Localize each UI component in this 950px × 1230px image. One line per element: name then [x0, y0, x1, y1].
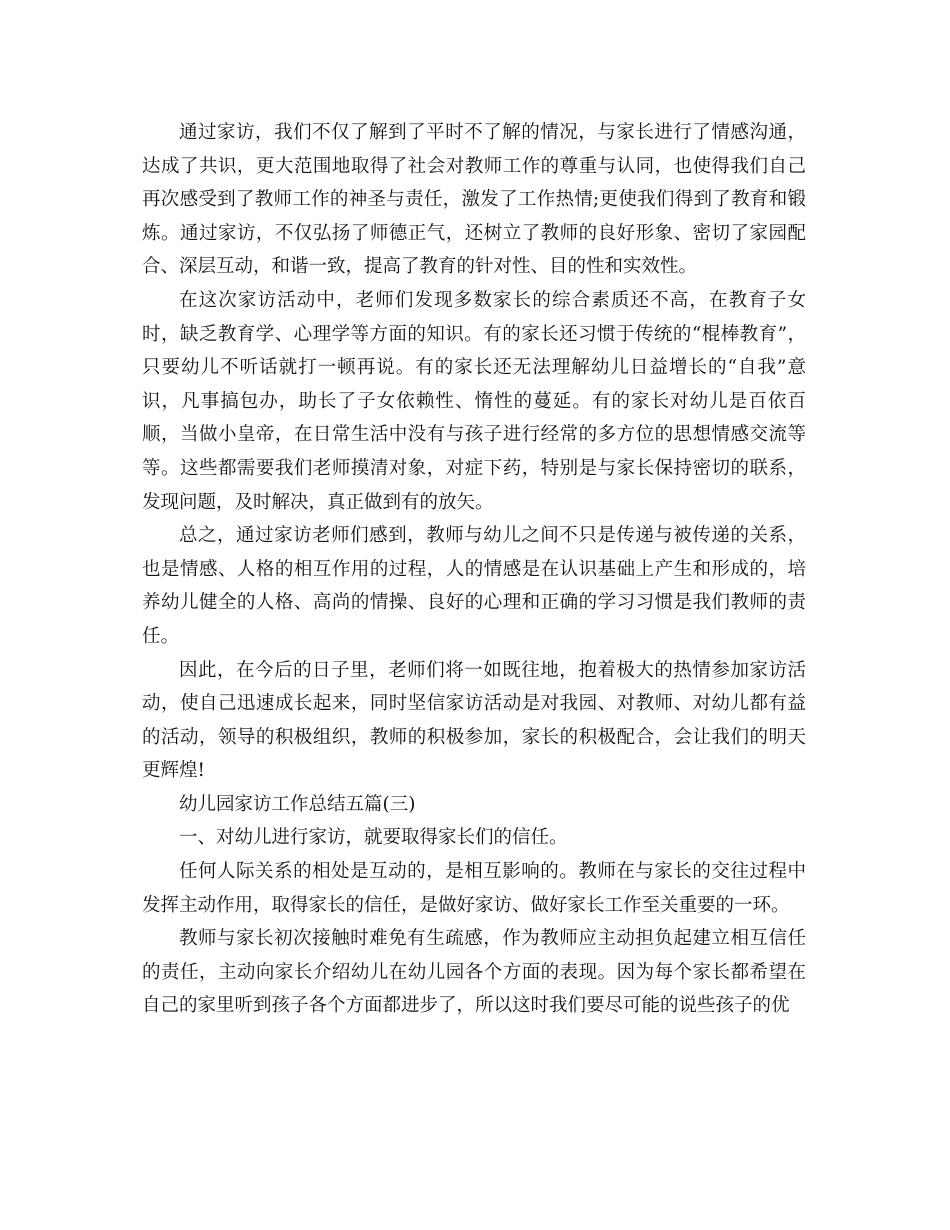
section-title: 幼儿园家访工作总结五篇(三): [179, 793, 416, 815]
paragraph-interpersonal: 任何人际关系的相处是互动的，是相互影响的。教师在与家长的交往过程中发挥主动作用，取得家长的信任，是做好家访、做好家长工作至关重要的一环。: [142, 861, 806, 916]
paragraph-parent-issues: 在这次家访活动中，老师们发现多数家长的综合素质还不高，在教育子女时，缺乏教育学、心理学等方面的知识。有的家长还习惯于传统的“棍棒教育”，只要幼儿不听话就打一顿再说。有的家长还无法理解幼儿日益增长的“自我”意识，凡事搞包办，助长了子女依赖性、惰性的蔓延。有的家长对幼儿是百依百顺，当做小皇帝，在日常生活中没有与孩子进行经常的多方位的思想情感交流等等。这些都需要我们老师摸清对象，对症下药，特别是与家长保持密切的联系，发现问题，及时解决，真正做到有的放矢。: [142, 289, 806, 513]
paragraph-future-plans: 因此，在今后的日子里，老师们将一如既往地，抱着极大的热情参加家访活动，使自己迅速成长起来，同时坚信家访活动是对我园、对教师、对幼儿都有益的活动，领导的积极组织，教师的积极参加，家长的积极配合，会让我们的明天更辉煌!: [142, 659, 806, 782]
paragraph-home-visit-benefits: 通过家访，我们不仅了解到了平时不了解的情况，与家长进行了情感沟通，达成了共识，更大范围地取得了社会对教师工作的尊重与认同，也使得我们自己再次感受到了教师工作的神圣与责任，激发了工作热情;更使我们得到了教育和锻炼。通过家访，不仅弘扬了师德正气，还树立了教师的良好形象、密切了家园配合、深层互动，和谐一致，提高了教育的针对性、目的性和实效性。: [142, 122, 806, 278]
paragraph-conclusion: 总之，通过家访老师们感到，教师与幼儿之间不只是传递与被传递的关系，也是情感、人格的相互作用的过程，人的情感是在认识基础上产生和形成的，培养幼儿健全的人格、高尚的情操、良好的心理和正确的学习习惯是我们教师的责任。: [142, 525, 806, 647]
subheading-trust: 一、对幼儿进行家访，就要取得家长们的信任。: [179, 827, 568, 849]
document-body: [142, 116, 806, 1023]
paragraph-first-contact: 教师与家长初次接触时难免有生疏感，作为教师应主动担负起建立相互信任的责任，主动向家长介绍幼儿在幼儿园各个方面的表现。因为每个家长都希望在自己的家里听到孩子各个方面都进步了，所以这时我们要尽可能的说些孩子的优: [142, 928, 806, 1017]
